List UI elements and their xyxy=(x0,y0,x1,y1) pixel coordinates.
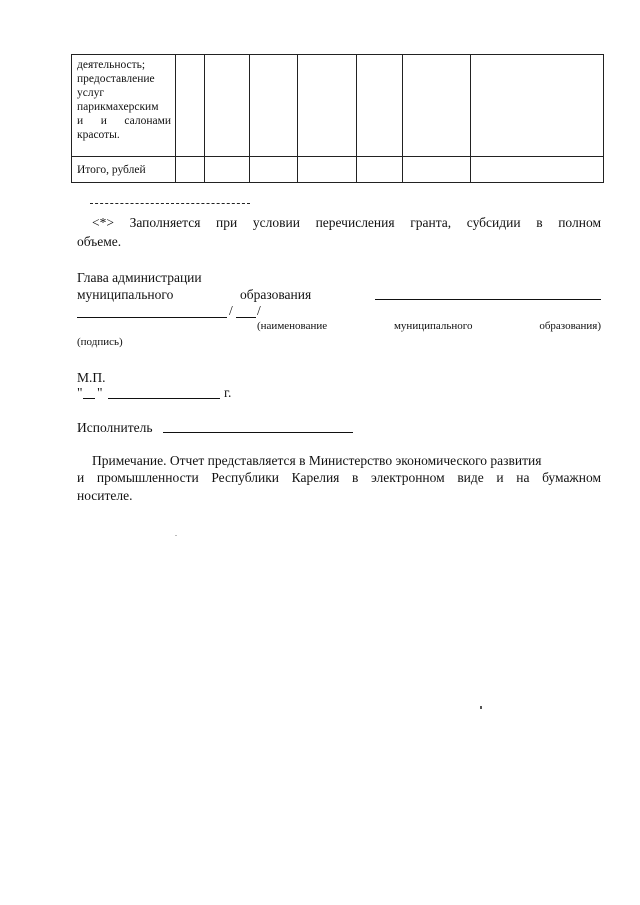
word: (наименование xyxy=(257,320,328,332)
cell-line: парикмахерским xyxy=(77,101,159,113)
word: при xyxy=(216,215,238,230)
head-formation: образования xyxy=(240,287,312,302)
date-month-field xyxy=(108,386,220,399)
table-cell xyxy=(205,157,250,183)
word: и xyxy=(100,115,107,127)
municipality-name-field xyxy=(375,287,601,300)
word: бумажном xyxy=(542,470,602,485)
total-label: Итого, рублей xyxy=(77,164,146,176)
activity-cell xyxy=(72,55,176,157)
table-cell xyxy=(176,55,205,157)
word: Карелия xyxy=(291,470,340,485)
slash-separator: / xyxy=(229,303,233,318)
word: и xyxy=(496,470,504,485)
executor-label: Исполнитель xyxy=(77,420,153,435)
cell-line: красоты. xyxy=(77,129,120,141)
table-cell xyxy=(471,55,604,157)
note-line-3: носителе. xyxy=(77,488,133,503)
word: виде xyxy=(457,470,484,485)
word: в xyxy=(352,470,359,485)
scan-speck xyxy=(480,706,482,709)
footnote-line-1 xyxy=(92,214,601,231)
cell-line: предоставление xyxy=(77,73,155,85)
date-year-suffix: г. xyxy=(224,385,232,400)
word: на xyxy=(516,470,530,485)
head-title-line: Глава администрации xyxy=(77,270,202,285)
report-table xyxy=(71,54,604,183)
stamp-label: М.П. xyxy=(77,370,106,385)
table-cell xyxy=(250,55,298,157)
cell-line-justified xyxy=(77,114,171,128)
executor-field xyxy=(163,420,353,433)
word: гранта, xyxy=(410,215,452,230)
date-quote-open: " xyxy=(77,385,83,400)
word: перечисления xyxy=(315,215,395,230)
table-cell xyxy=(403,55,471,157)
table-cell xyxy=(205,55,250,157)
footnote-separator xyxy=(90,203,250,204)
signature-field xyxy=(77,305,227,318)
word: и xyxy=(77,470,85,485)
cell-line: услуг xyxy=(77,87,105,99)
word: <*> xyxy=(92,215,114,230)
word: субсидии xyxy=(466,215,521,230)
word: Республики xyxy=(211,470,280,485)
table-cell xyxy=(250,157,298,183)
date-day-field xyxy=(83,386,95,399)
date-quote-close: " xyxy=(97,385,103,400)
word: Заполняется xyxy=(129,215,201,230)
table-cell xyxy=(357,55,403,157)
table-cell xyxy=(298,157,357,183)
table-cell xyxy=(403,157,471,183)
word: электронном xyxy=(370,470,445,485)
table-cell xyxy=(298,55,357,157)
signature-caption: (подпись) xyxy=(77,336,123,348)
municipality-caption xyxy=(257,320,601,332)
table-cell xyxy=(471,157,604,183)
total-label-cell xyxy=(72,157,176,183)
signature-transcript-field xyxy=(236,305,256,318)
footnote-line-2: объеме. xyxy=(77,234,122,249)
word: полном xyxy=(558,215,601,230)
table-cell xyxy=(357,157,403,183)
table-row xyxy=(72,55,604,157)
table-row xyxy=(72,157,604,183)
scan-speck xyxy=(175,535,177,536)
word: и xyxy=(77,115,84,127)
head-municipal: муниципального xyxy=(77,287,174,302)
slash-end: / xyxy=(257,303,261,318)
note-line-1: Примечание. Отчет представляется в Министерство экономического развития xyxy=(92,453,542,468)
word: салонами xyxy=(124,115,172,127)
table-cell xyxy=(176,157,205,183)
word: условии xyxy=(252,215,300,230)
cell-line: деятельность; xyxy=(77,59,146,71)
word: образования) xyxy=(539,320,601,332)
word: промышленности xyxy=(96,470,199,485)
word: в xyxy=(536,215,543,230)
word: муниципального xyxy=(393,320,473,332)
note-line-2 xyxy=(77,469,601,486)
